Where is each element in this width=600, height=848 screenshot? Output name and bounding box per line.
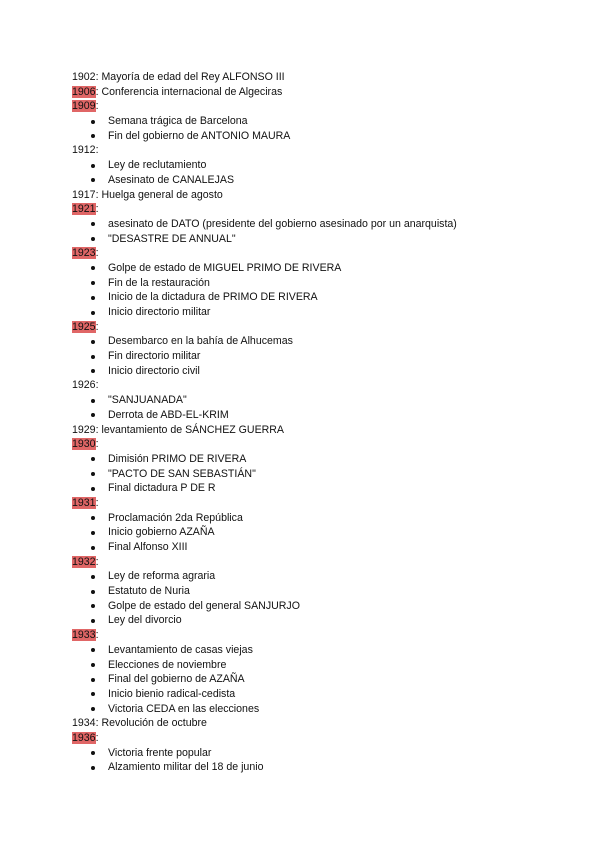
list-item: Ley de reclutamiento [72,158,542,173]
year-event: Huelga general de agosto [101,188,223,201]
year-colon: : [95,100,99,113]
list-item: Victoria frente popular [72,746,542,761]
year-colon: : [95,629,99,642]
year-colon: : [95,379,99,392]
list-item: Asesinato de CANALEJAS [72,173,542,188]
list-item: Inicio bienio radical-cedista [72,687,542,702]
year-label: 1912 [72,144,96,157]
year-line [72,555,542,570]
list-item: Dimisión PRIMO DE RIVERA [72,452,542,467]
year-colon: : [95,717,99,730]
year-colon: : [95,144,99,157]
year-colon: : [95,731,99,744]
list-item: Derrota de ABD-EL-KRIM [72,408,542,423]
year-label: 1934 [72,717,96,730]
list-item: Inicio directorio militar [72,305,542,320]
list-item: Ley de reforma agraria [72,569,542,584]
list-item: Final del gobierno de AZAÑA [72,672,542,687]
list-item: Semana trágica de Barcelona [72,114,542,129]
year-line [72,70,542,85]
year-label: 1917 [72,188,96,201]
list-item: Fin directorio militar [72,349,542,364]
year-label: 1923 [72,247,96,260]
year-line [72,202,542,217]
year-label: 1925 [72,320,96,333]
year-label: 1921 [72,203,96,216]
year-colon: : [95,85,99,98]
list-item: Victoria CEDA en las elecciones [72,702,542,717]
year-colon: : [95,423,99,436]
list-item: "DESASTRE DE ANNUAL" [72,232,542,247]
list-item: Golpe de estado del general SANJURJO [72,599,542,614]
year-line [72,99,542,114]
year-event: Mayoría de edad del Rey ALFONSO III [101,71,285,83]
list-item: Estatuto de Nuria [72,584,542,599]
year-label: 1930 [72,438,96,451]
year-event: levantamiento de SÁNCHEZ GUERRA [101,423,284,436]
year-line [72,246,542,261]
year-line [72,188,542,203]
year-label: 1902 [72,71,96,83]
year-line [72,731,542,746]
year-label: 1926 [72,379,96,392]
year-label: 1909 [72,100,96,113]
list-item: "SANJUANADA" [72,393,542,408]
year-line [72,423,542,438]
list-item: asesinato de DATO (presidente del gobierno asesinado por un anarquista) [72,217,542,232]
year-colon: : [95,438,99,451]
year-label: 1906 [72,85,96,98]
year-event: Conferencia internacional de Algeciras [101,85,283,98]
year-colon: : [95,71,99,83]
list-item: Inicio gobierno AZAÑA [72,525,542,540]
list-item: Inicio de la dictadura de PRIMO DE RIVERA [72,290,542,305]
year-label: 1929 [72,423,96,436]
year-colon: : [95,320,99,333]
list-item: Elecciones de noviembre [72,658,542,673]
year-colon: : [95,555,99,568]
year-line [72,496,542,511]
year-label: 1936 [72,731,96,744]
list-item: Desembarco en la bahía de Alhucemas [72,334,542,349]
year-colon: : [95,188,99,201]
year-colon: : [95,203,99,216]
list-item: Fin del gobierno de ANTONIO MAURA [72,129,542,144]
list-item: Ley del divorcio [72,613,542,628]
year-line [72,716,542,731]
list-item: Final Alfonso XIII [72,540,542,555]
year-colon: : [95,496,99,509]
list-item: Final dictadura P DE R [72,481,542,496]
list-item: Alzamiento militar del 18 de junio [72,760,542,775]
list-item: "PACTO DE SAN SEBASTIÁN" [72,467,542,482]
list-item: Fin de la restauración [72,276,542,291]
list-item: Inicio directorio civil [72,364,542,379]
year-colon: : [95,247,99,260]
timeline [72,70,542,775]
year-line [72,378,542,393]
year-label: 1933 [72,629,96,642]
year-line [72,85,542,100]
list-item: Proclamación 2da República [72,511,542,526]
list-item: Levantamiento de casas viejas [72,643,542,658]
year-label: 1931 [72,496,96,509]
list-item: Golpe de estado de MIGUEL PRIMO DE RIVERA [72,261,542,276]
year-label: 1932 [72,555,96,568]
year-line [72,437,542,452]
year-line [72,320,542,335]
year-line [72,143,542,158]
year-line [72,628,542,643]
year-event: Revolución de octubre [101,717,207,730]
